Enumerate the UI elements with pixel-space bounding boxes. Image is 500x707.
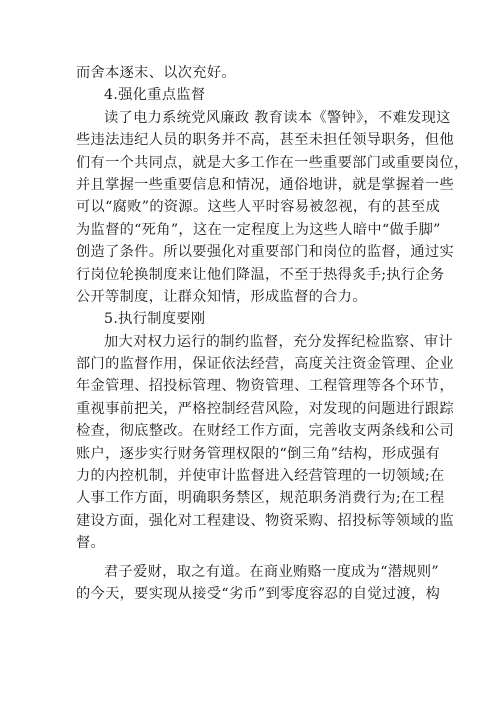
text-line: 为监督的“死角”，这在一定程度上为这些人暗中“做手脚” (76, 221, 441, 238)
text-line: 行岗位轮换制度来让他们降温，不至于热得炙手;执行企务 (76, 266, 445, 283)
text-line: 君子爱财，取之有道。在商业贿赂一度成为“潜规则” (104, 563, 440, 580)
text-line: 的今天，要实现从接受“劣币”到零度容忍的自觉过渡，构 (76, 585, 441, 602)
text-line: 人事工作方面，明确职务禁区，规范职务消费行为;在工程 (76, 490, 445, 507)
document-page (76, 62, 469, 605)
text-line: 年金管理、招投标管理、物资管理、工程管理等各个环节， (76, 378, 454, 395)
text-line: 建设方面，强化对工程建设、物资采购、招投标等领域的监 (76, 512, 454, 529)
paragraph-continuation (76, 62, 440, 84)
text-line: 督。 (76, 535, 106, 552)
text-line: 并且掌握一些重要信息和情况，通俗地讲，就是掌握着一些 (76, 176, 454, 193)
text-line: 而舍本逐末、以次充好。 (76, 65, 236, 81)
section-heading-5: 5.执行制度要刚 (104, 311, 206, 328)
text-line: 检查，彻底整改。在财经工作方面，完善收支两条线和公司 (76, 423, 454, 440)
text-line: 部门的监督作用，保证依法经营，高度关注资金管理、企业 (76, 356, 454, 373)
text-line: 些违法违纪人员的职务并不高，甚至未担任领导职务，但他 (76, 132, 454, 149)
text-line: 公开等制度，让群众知情，形成监督的合力。 (76, 288, 367, 305)
text-line: 账户，逐步实行财务管理权限的“倒三角”结构，形成强有 (76, 445, 441, 462)
text-line: 可以“腐败”的资源。这些人平时容易被忽视，有的甚至成 (76, 199, 441, 216)
paragraph-gentleman (76, 561, 440, 606)
section-heading-4: 4.强化重点监督 (104, 87, 206, 104)
paragraph-strengthen-supervision (76, 107, 469, 309)
text-line: 们有一个共同点，就是大多工作在一些重要部门或重要岗位， (76, 154, 469, 171)
text-line: 加大对权力运行的制约监督，充分发挥纪检监察、审计 (104, 333, 453, 350)
text-line: 创造了条件。所以要强化对重要部门和岗位的监督，通过实 (76, 244, 454, 261)
paragraph-enforce-rules (76, 331, 454, 555)
text-line: 力的内控机制，并使审计监督进入经营管理的一切领域;在 (76, 468, 445, 485)
text-line: 重视事前把关，严格控制经营风险，对发现的问题进行跟踪 (76, 400, 454, 417)
text-line: 读了电力系统党风廉政 教育读本《警钟》，不难发现这 (104, 109, 451, 126)
